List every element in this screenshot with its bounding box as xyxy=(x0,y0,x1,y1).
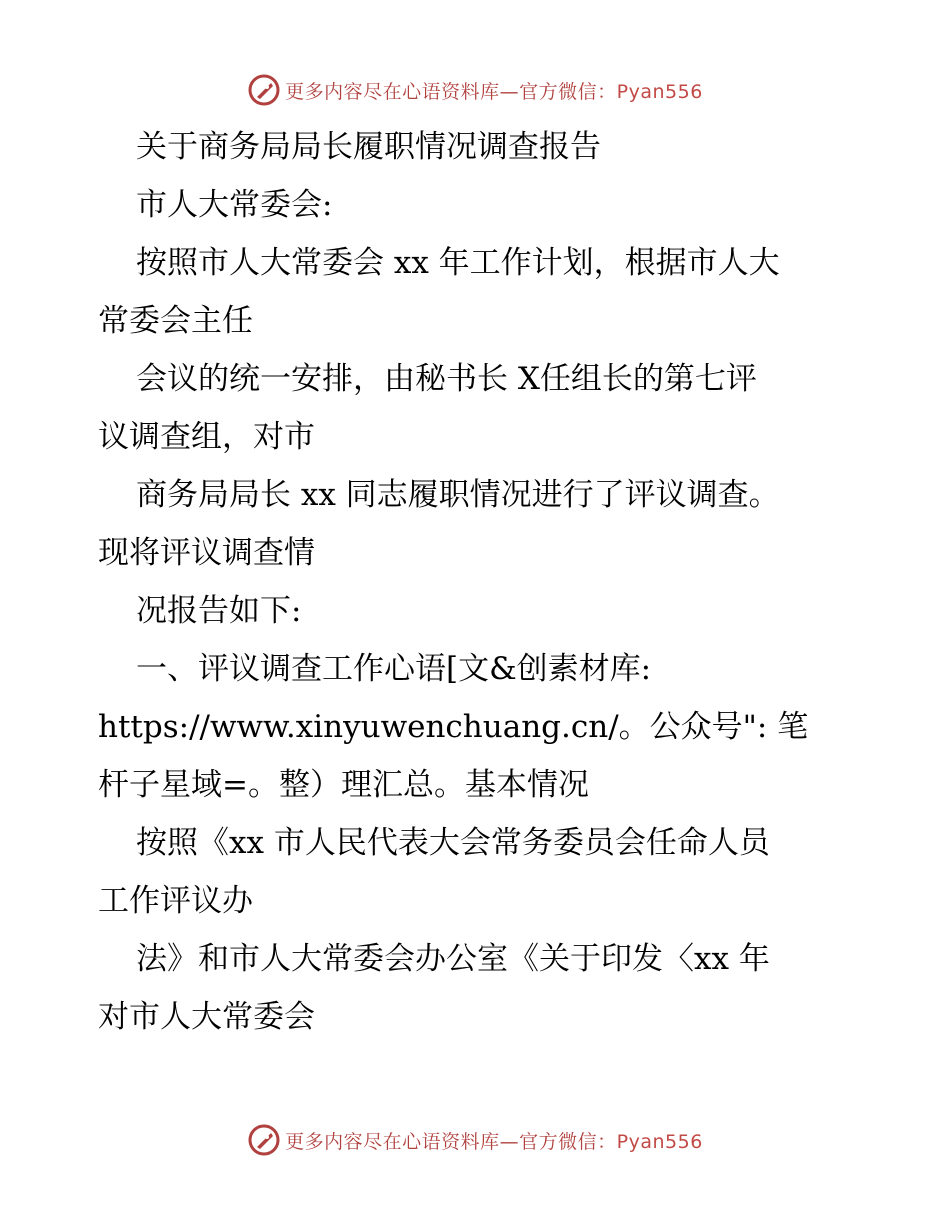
wechat-handle: Pyan556 xyxy=(616,1130,703,1153)
document-line: 对市人大常委会 xyxy=(98,999,315,1035)
document-line: https://www.xinyuwenchuang.cn/。公众号": 笔 xyxy=(98,709,809,745)
document-line: 按照《xx 市人民代表大会常务委员会任命人员 xyxy=(136,825,770,861)
wechat-handle: Pyan556 xyxy=(616,80,703,103)
header-banner-text: 更多内容尽在心语资料库—官方微信：Pyan556 xyxy=(285,80,703,103)
document-line: 会议的统一安排，由秘书长 X任组长的第七评 xyxy=(136,361,757,397)
quill-logo-icon xyxy=(247,1123,281,1157)
document-line: 商务局局长 xx 同志履职情况进行了评议调查。 xyxy=(136,477,780,513)
document-line: 现将评议调查情 xyxy=(98,535,315,571)
document-line: 杆子星域=。整）理汇总。基本情况 xyxy=(98,767,589,803)
document-body xyxy=(98,118,858,1046)
document-line: 况报告如下: xyxy=(136,593,302,629)
footer-banner xyxy=(0,1120,950,1160)
document-line: 按照市人大常委会 xx 年工作计划，根据市人大 xyxy=(136,245,780,281)
footer-banner-text: 更多内容尽在心语资料库—官方微信：Pyan556 xyxy=(285,1130,703,1153)
document-line: 工作评议办 xyxy=(98,883,253,919)
document-line: 市人大常委会: xyxy=(136,187,333,223)
document-line: 法》和市人大常委会办公室《关于印发〈xx 年 xyxy=(136,941,770,977)
document-line: 关于商务局局长履职情况调查报告 xyxy=(136,129,601,165)
quill-logo-icon xyxy=(247,73,281,107)
document-line: 议调查组，对市 xyxy=(98,419,315,455)
header-banner xyxy=(0,70,950,110)
document-line: 一、评议调查工作心语[文&创素材库: xyxy=(136,651,652,687)
document-line: 常委会主任 xyxy=(98,303,253,339)
